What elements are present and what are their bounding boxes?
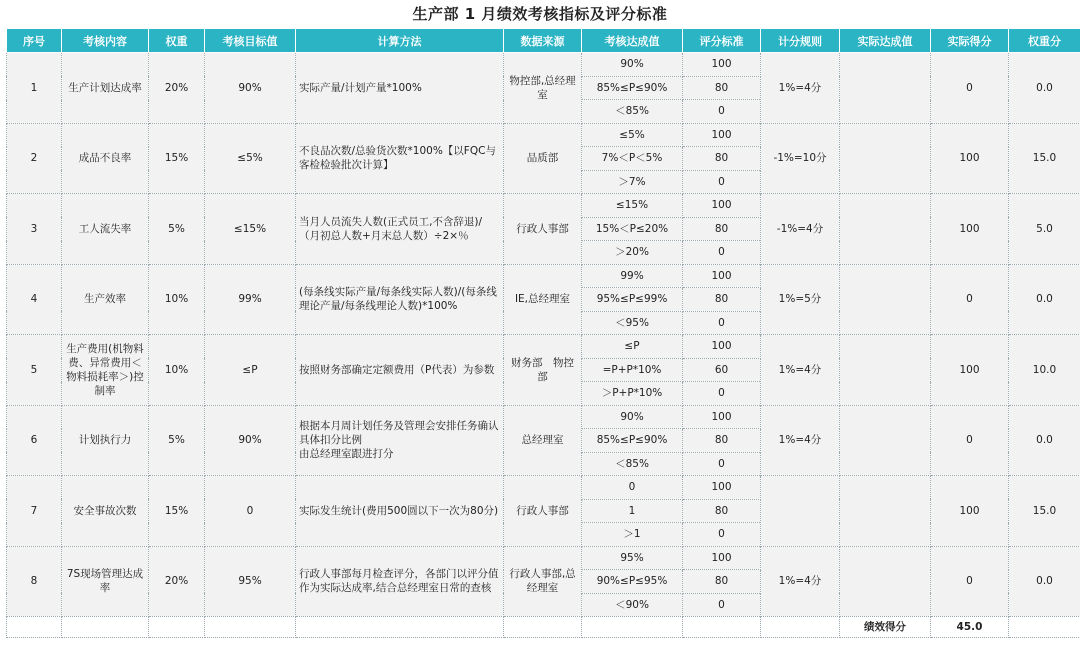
empty-cell[interactable] — [1009, 617, 1080, 638]
cell-score[interactable]: 100 — [931, 194, 1009, 265]
header-row — [7, 29, 1080, 53]
cell-target[interactable]: 95% — [205, 546, 296, 617]
header-cell[interactable]: 数据来源 — [504, 29, 582, 53]
cell-no[interactable]: 3 — [7, 194, 62, 265]
cell-actual[interactable] — [840, 123, 931, 194]
cell-source[interactable]: 品质部 — [504, 123, 582, 194]
cell-content[interactable]: 生产计划达成率 — [62, 53, 149, 124]
empty-cell[interactable] — [504, 617, 582, 638]
header-cell[interactable]: 考核达成值 — [582, 29, 683, 53]
cell-level-value[interactable]: 95%≤P≤99% — [582, 288, 683, 312]
header-cell[interactable]: 实际达成值 — [840, 29, 931, 53]
cell-level-value[interactable]: ＞20% — [582, 241, 683, 265]
footer-row — [7, 617, 1080, 638]
cell-level-value[interactable]: ＞P+P*10% — [582, 382, 683, 406]
performance-score-total[interactable]: 45.0 — [931, 617, 1009, 638]
cell-level-score[interactable]: 80 — [683, 429, 761, 453]
cell-level-score[interactable]: 80 — [683, 499, 761, 523]
cell-weight[interactable]: 10% — [149, 264, 205, 335]
cell-content[interactable]: 生产费用(机物料费、异常费用＜物料损耗率＞)控制率 — [62, 335, 149, 406]
table-row — [7, 335, 1080, 359]
cell-level-value[interactable]: 90% — [582, 405, 683, 429]
cell-actual[interactable] — [840, 53, 931, 124]
cell-level-score[interactable]: 0 — [683, 452, 761, 476]
cell-content[interactable]: 工人流失率 — [62, 194, 149, 265]
empty-cell[interactable] — [62, 617, 149, 638]
cell-source[interactable]: 行政人事部,总经理室 — [504, 546, 582, 617]
cell-weighted-score[interactable]: 0.0 — [1009, 546, 1080, 617]
empty-cell[interactable] — [149, 617, 205, 638]
cell-source[interactable]: 行政人事部 — [504, 194, 582, 265]
cell-level-score[interactable]: 100 — [683, 264, 761, 288]
cell-level-value[interactable]: ≤P — [582, 335, 683, 359]
cell-score[interactable]: 0 — [931, 546, 1009, 617]
header-cell[interactable]: 评分标准 — [683, 29, 761, 53]
cell-level-score[interactable]: 0 — [683, 170, 761, 194]
cell-level-score[interactable]: 0 — [683, 593, 761, 617]
cell-method[interactable]: 行政人事部每月检查评分，各部门以评分值作为实际达成率,结合总经理室日常的查核 — [296, 546, 504, 617]
cell-weight[interactable]: 20% — [149, 53, 205, 124]
cell-level-score[interactable]: 100 — [683, 194, 761, 218]
cell-no[interactable]: 6 — [7, 405, 62, 476]
cell-target[interactable]: 90% — [205, 53, 296, 124]
cell-level-value[interactable]: ＜95% — [582, 311, 683, 335]
cell-method[interactable]: 根据本月周计划任务及管理会安排任务确认具体扣分比例 由总经理室跟进打分 — [296, 405, 504, 476]
cell-level-value[interactable]: 95% — [582, 546, 683, 570]
cell-content[interactable]: 7S现场管理达成率 — [62, 546, 149, 617]
cell-rule[interactable]: 1%=4分 — [761, 546, 840, 617]
cell-level-value[interactable]: ≤5% — [582, 123, 683, 147]
cell-method[interactable]: 实际发生统计(费用500圆以下一次为80分) — [296, 476, 504, 547]
cell-content[interactable]: 安全事故次数 — [62, 476, 149, 547]
cell-level-value[interactable]: ≤15% — [582, 194, 683, 218]
cell-level-score[interactable]: 0 — [683, 523, 761, 547]
cell-source[interactable]: 行政人事部 — [504, 476, 582, 547]
cell-target[interactable]: 90% — [205, 405, 296, 476]
cell-level-score[interactable]: 0 — [683, 241, 761, 265]
cell-level-value[interactable]: 90%≤P≤95% — [582, 570, 683, 594]
cell-weight[interactable]: 15% — [149, 123, 205, 194]
cell-weighted-score[interactable]: 5.0 — [1009, 194, 1080, 265]
cell-level-value[interactable]: ＜90% — [582, 593, 683, 617]
cell-weighted-score[interactable]: 0.0 — [1009, 53, 1080, 124]
cell-weight[interactable]: 10% — [149, 335, 205, 406]
empty-cell[interactable] — [296, 617, 504, 638]
cell-score[interactable]: 0 — [931, 264, 1009, 335]
performance-score-label: 绩效得分 — [840, 617, 931, 638]
cell-actual[interactable] — [840, 405, 931, 476]
cell-source[interactable]: 财务部 物控部 — [504, 335, 582, 406]
cell-level-value[interactable]: 1 — [582, 499, 683, 523]
cell-weight[interactable]: 5% — [149, 405, 205, 476]
cell-weighted-score[interactable]: 0.0 — [1009, 264, 1080, 335]
cell-method[interactable]: 当月人员流失人数(正式员工,不含辞退)/（月初总人数+月末总人数）÷2×％ — [296, 194, 504, 265]
table-row — [7, 546, 1080, 570]
cell-level-value[interactable]: ＞7% — [582, 170, 683, 194]
header-cell[interactable]: 权重 — [149, 29, 205, 53]
cell-content[interactable]: 成品不良率 — [62, 123, 149, 194]
cell-method[interactable]: 实际产量/计划产量*100% — [296, 53, 504, 124]
cell-method[interactable]: 不良品次数/总验货次数*100%【以FQC与客检检验批次计算】 — [296, 123, 504, 194]
cell-rule[interactable]: -1%=4分 — [761, 194, 840, 265]
cell-rule[interactable] — [761, 476, 840, 547]
cell-actual[interactable] — [840, 194, 931, 265]
header-cell[interactable]: 实际得分 — [931, 29, 1009, 53]
cell-level-value[interactable]: ＜85% — [582, 452, 683, 476]
cell-rule[interactable]: 1%=4分 — [761, 335, 840, 406]
table-body — [7, 53, 1080, 638]
cell-method[interactable]: (每条线实际产量/每条线实际人数)/(每条线理论产量/每条线理论人数)*100% — [296, 264, 504, 335]
cell-level-value[interactable]: ＞1 — [582, 523, 683, 547]
cell-weight[interactable]: 20% — [149, 546, 205, 617]
cell-rule[interactable]: 1%=5分 — [761, 264, 840, 335]
header-cell[interactable]: 考核内容 — [62, 29, 149, 53]
cell-weighted-score[interactable]: 10.0 — [1009, 335, 1080, 406]
cell-source[interactable]: 物控部,总经理室 — [504, 53, 582, 124]
cell-target[interactable]: ≤15% — [205, 194, 296, 265]
cell-level-score[interactable]: 100 — [683, 53, 761, 77]
cell-level-value[interactable]: 85%≤P≤90% — [582, 76, 683, 100]
cell-level-score[interactable]: 60 — [683, 358, 761, 382]
cell-actual[interactable] — [840, 264, 931, 335]
cell-target[interactable]: 99% — [205, 264, 296, 335]
cell-level-score[interactable]: 80 — [683, 217, 761, 241]
empty-cell[interactable] — [7, 617, 62, 638]
cell-level-score[interactable]: 80 — [683, 76, 761, 100]
cell-level-score[interactable]: 0 — [683, 311, 761, 335]
table-row — [7, 405, 1080, 429]
cell-rule[interactable]: 1%=4分 — [761, 53, 840, 124]
cell-weight[interactable]: 5% — [149, 194, 205, 265]
sheet-title: 生产部 1 月绩效考核指标及评分标准 — [412, 5, 668, 23]
cell-level-value[interactable]: 90% — [582, 53, 683, 77]
cell-level-score[interactable]: 0 — [683, 382, 761, 406]
table-row — [7, 264, 1080, 288]
cell-actual[interactable] — [840, 546, 931, 617]
cell-no[interactable]: 4 — [7, 264, 62, 335]
cell-no[interactable]: 1 — [7, 53, 62, 124]
cell-weight[interactable]: 15% — [149, 476, 205, 547]
cell-score[interactable]: 100 — [931, 335, 1009, 406]
table-row — [7, 476, 1080, 500]
cell-score[interactable]: 100 — [931, 476, 1009, 547]
cell-level-value[interactable]: 7%＜P＜5% — [582, 147, 683, 171]
header-cell[interactable]: 计分规则 — [761, 29, 840, 53]
cell-level-score[interactable]: 100 — [683, 476, 761, 500]
header-cell[interactable]: 权重分 — [1009, 29, 1080, 53]
cell-level-score[interactable]: 100 — [683, 546, 761, 570]
cell-level-value[interactable]: 0 — [582, 476, 683, 500]
cell-level-value[interactable]: ＜85% — [582, 100, 683, 124]
cell-level-score[interactable]: 80 — [683, 147, 761, 171]
table-row — [7, 194, 1080, 218]
cell-level-score[interactable]: 80 — [683, 570, 761, 594]
cell-weighted-score[interactable]: 0.0 — [1009, 405, 1080, 476]
cell-no[interactable]: 2 — [7, 123, 62, 194]
cell-target[interactable]: ≤5% — [205, 123, 296, 194]
cell-score[interactable]: 0 — [931, 53, 1009, 124]
kpi-table — [6, 28, 1080, 638]
cell-target[interactable]: ≤P — [205, 335, 296, 406]
cell-no[interactable]: 5 — [7, 335, 62, 406]
cell-source[interactable]: IE,总经理室 — [504, 264, 582, 335]
cell-weighted-score[interactable]: 15.0 — [1009, 476, 1080, 547]
empty-cell[interactable] — [205, 617, 296, 638]
cell-level-score[interactable]: 100 — [683, 405, 761, 429]
cell-actual[interactable] — [840, 335, 931, 406]
empty-cell[interactable] — [582, 617, 683, 638]
cell-target[interactable]: 0 — [205, 476, 296, 547]
cell-level-score[interactable]: 100 — [683, 123, 761, 147]
cell-no[interactable]: 7 — [7, 476, 62, 547]
cell-source[interactable]: 总经理室 — [504, 405, 582, 476]
cell-level-value[interactable]: 85%≤P≤90% — [582, 429, 683, 453]
cell-content[interactable]: 生产效率 — [62, 264, 149, 335]
header-cell[interactable]: 序号 — [7, 29, 62, 53]
empty-cell[interactable] — [683, 617, 761, 638]
cell-level-value[interactable]: 99% — [582, 264, 683, 288]
cell-method[interactable]: 按照财务部确定定额费用（P代表）为参数 — [296, 335, 504, 406]
cell-level-score[interactable]: 80 — [683, 288, 761, 312]
table-row — [7, 123, 1080, 147]
cell-content[interactable]: 计划执行力 — [62, 405, 149, 476]
header-cell[interactable]: 考核目标值 — [205, 29, 296, 53]
header-cell[interactable]: 计算方法 — [296, 29, 504, 53]
cell-rule[interactable]: -1%=10分 — [761, 123, 840, 194]
empty-cell[interactable] — [761, 617, 840, 638]
cell-rule[interactable]: 1%=4分 — [761, 405, 840, 476]
cell-actual[interactable] — [840, 476, 931, 547]
cell-score[interactable]: 0 — [931, 405, 1009, 476]
cell-level-score[interactable]: 0 — [683, 100, 761, 124]
cell-weighted-score[interactable]: 15.0 — [1009, 123, 1080, 194]
cell-level-value[interactable]: =P+P*10% — [582, 358, 683, 382]
cell-score[interactable]: 100 — [931, 123, 1009, 194]
cell-level-score[interactable]: 100 — [683, 335, 761, 359]
cell-level-value[interactable]: 15%＜P≤20% — [582, 217, 683, 241]
table-row — [7, 53, 1080, 77]
cell-no[interactable]: 8 — [7, 546, 62, 617]
